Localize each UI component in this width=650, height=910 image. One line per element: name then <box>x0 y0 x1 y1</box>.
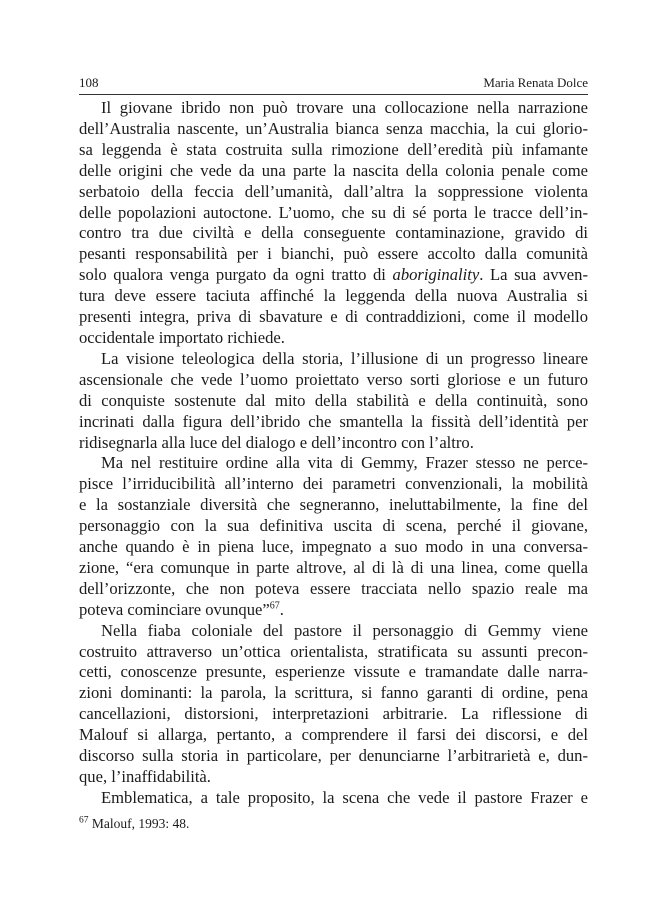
paragraph-5 <box>79 788 588 809</box>
text-line: sa leggenda è stata costruita sulla rimozione dell’eredità più infamante <box>79 139 588 159</box>
paragraph-1 <box>79 98 588 349</box>
text-line: delle popolazioni autoctone. L’uomo, che su di sé porta le tracce dell’in- <box>79 202 588 222</box>
text-line: costruito attraverso un’ottica orientalista, stratificata su assunti precon- <box>79 641 588 661</box>
text-line-with-italic <box>79 265 588 286</box>
text-line: cancellazioni, distorsioni, interpretazioni arbitrarie. La riflessione di <box>79 704 588 724</box>
text-line: Nella fiaba coloniale del pastore il personaggio di Gemmy viene <box>101 620 588 640</box>
text-segment: . <box>279 599 284 619</box>
running-header <box>79 74 588 92</box>
text-line: e la sostanziale diversità che segneranno, ineluttabilmente, la fine del <box>79 495 588 515</box>
text-line: Emblematica, a tale proposito, la scena che vede il pastore Frazer e <box>101 787 588 807</box>
text-line: zioni dominanti: la parola, la scrittura, si fanno garanti di ordine, pena <box>79 683 588 703</box>
footnote-number: 67 <box>79 815 89 826</box>
text-line: di conquiste sostenute dal mito della stabilità e della continuità, sono <box>79 390 588 410</box>
text-segment: . La sua avven- <box>479 265 588 285</box>
text-line: contro tra due civiltà e della conseguente contaminazione, gravido di <box>79 223 588 243</box>
footnote <box>79 815 588 833</box>
text-segment: poteva cominciare ovunque” <box>79 599 270 619</box>
text-line-with-footnote <box>79 600 588 621</box>
text-line: pesanti responsabilità per i bianchi, può essere accolto dalla comunità <box>79 244 588 264</box>
paragraph-4 <box>79 621 588 788</box>
text-line: occidentale importato richiede. <box>79 327 285 347</box>
text-line: serbatoio della feccia dell’umanità, dall’altra la soppressione violenta <box>79 181 588 201</box>
text-line: Il giovane ibrido non può trovare una collocazione nella narrazione <box>101 98 588 117</box>
footnote-reference[interactable]: 67 <box>269 600 280 612</box>
text-line: dell’Australia nascente, un’Australia bianca senza macchia, la cui glorio- <box>79 118 588 138</box>
text-segment: solo qualora venga purgato da ogni tratto di <box>79 265 393 285</box>
paragraph-2 <box>79 349 588 454</box>
text-line: pisce l’irriducibilità all’interno dei parametri convenzionali, la mobilità <box>79 474 588 494</box>
page-number: 108 <box>79 75 99 90</box>
text-line: Malouf si allarga, pertanto, a comprendere il farsi dei discorsi, e del <box>79 725 588 745</box>
text-line: tura deve essere taciuta affinché la leggenda della nuova Australia si <box>79 286 588 306</box>
running-head-author: Maria Renata Dolce <box>483 75 588 90</box>
text-line: La visione teleologica della storia, l’illusione di un progresso lineare <box>101 348 588 368</box>
text-line: zione, “era comunque in parte altrove, al di là di una linea, come quella <box>79 557 588 577</box>
footnote-text: Malouf, 1993: 48. <box>91 816 190 831</box>
text-line: delle origini che vede da una parte la nascita della colonia penale come <box>79 160 588 180</box>
italic-term: aboriginality <box>392 265 480 285</box>
text-line: Ma nel restituire ordine alla vita di Gemmy, Frazer stesso ne perce- <box>101 453 588 473</box>
text-line: cetti, conoscenze presunte, esperienze vissute e tramandate dalle narra- <box>79 662 588 682</box>
text-line: que, l’inaffidabilità. <box>79 767 211 786</box>
paragraph-3 <box>79 453 588 620</box>
text-line: discorso sulla storia in particolare, per denunciarne l’arbitrarietà e, dun- <box>79 746 588 766</box>
text-line: ridisegnarla alla luce del dialogo e dell’incontro con l’altro. <box>79 432 474 452</box>
body-text <box>79 98 588 809</box>
header-rule <box>79 94 588 95</box>
text-line: dell’orizzonte, che non poteva essere tracciata nello spazio reale ma <box>79 578 588 598</box>
text-line: presenti integra, priva di sbavature e di contraddizioni, come il modello <box>79 307 588 327</box>
text-line: incrinati dalla figura dell’ibrido che smantella la fissità dell’identità per <box>79 411 588 431</box>
text-line: ascensionale che vede l’uomo proiettato verso sorti gloriose e un futuro <box>79 369 588 389</box>
text-line: anche quando è in piena luce, impegnato a suo modo in una conversa- <box>79 537 588 557</box>
text-line: personaggio con la sua definitiva uscita di scena, perché il giovane, <box>79 516 588 536</box>
